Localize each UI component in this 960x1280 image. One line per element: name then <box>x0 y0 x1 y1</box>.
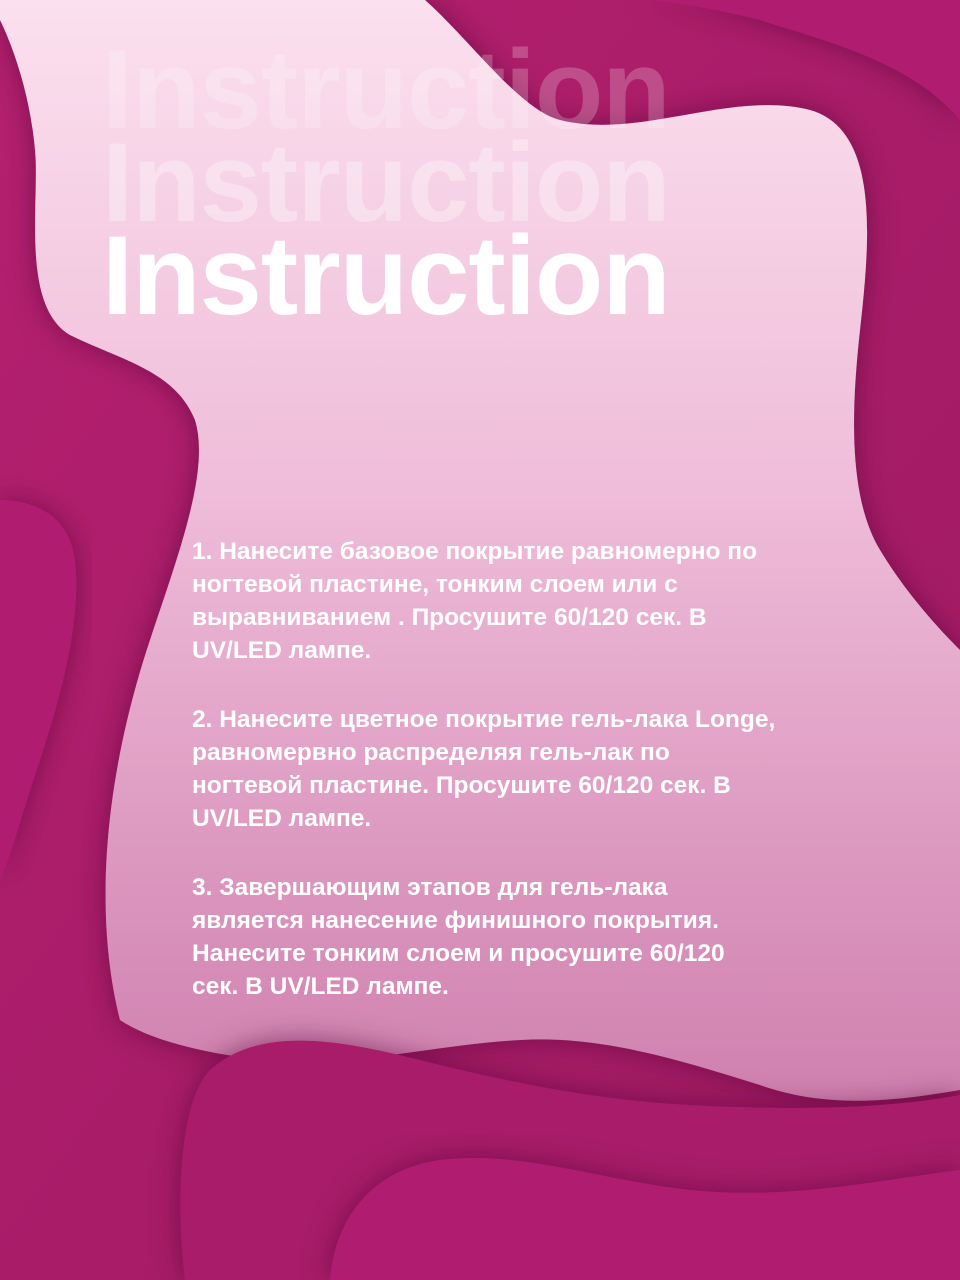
step-line: UV/LED лампе. <box>192 637 372 664</box>
step-line: является нанесение финишного покрытия. <box>192 907 719 934</box>
step-line: Нанесите тонким слоем и просушите 60/120 <box>192 940 725 967</box>
step-line: 2. Нанесите цветное покрытие гель-лака Longe, <box>192 706 776 733</box>
title-echo-top: Instruction <box>102 27 670 152</box>
step-line: равномервно распределяя гель-лак по <box>192 739 670 766</box>
step-line: 1. Нанесите базовое покрытие равномерно по <box>192 538 758 565</box>
step-line: ногтевой пластине, тонким слоем или с <box>192 571 678 598</box>
step-line: UV/LED лампе. <box>192 805 372 832</box>
instruction-steps <box>192 535 912 1039</box>
step-2 <box>192 703 912 835</box>
step-3 <box>192 871 912 1003</box>
step-1 <box>192 535 912 667</box>
title-echo-middle: Instruction <box>102 120 670 245</box>
step-line: сек. В UV/LED лампе. <box>192 973 449 1000</box>
step-line: выравниванием . Просушите 60/120 сек. В <box>192 604 707 631</box>
step-line: ногтевой пластине. Просушите 60/120 сек. В <box>192 772 731 799</box>
page-title: Instruction <box>102 213 670 338</box>
step-line: 3. Завершающим этапов для гель-лака <box>192 874 668 901</box>
